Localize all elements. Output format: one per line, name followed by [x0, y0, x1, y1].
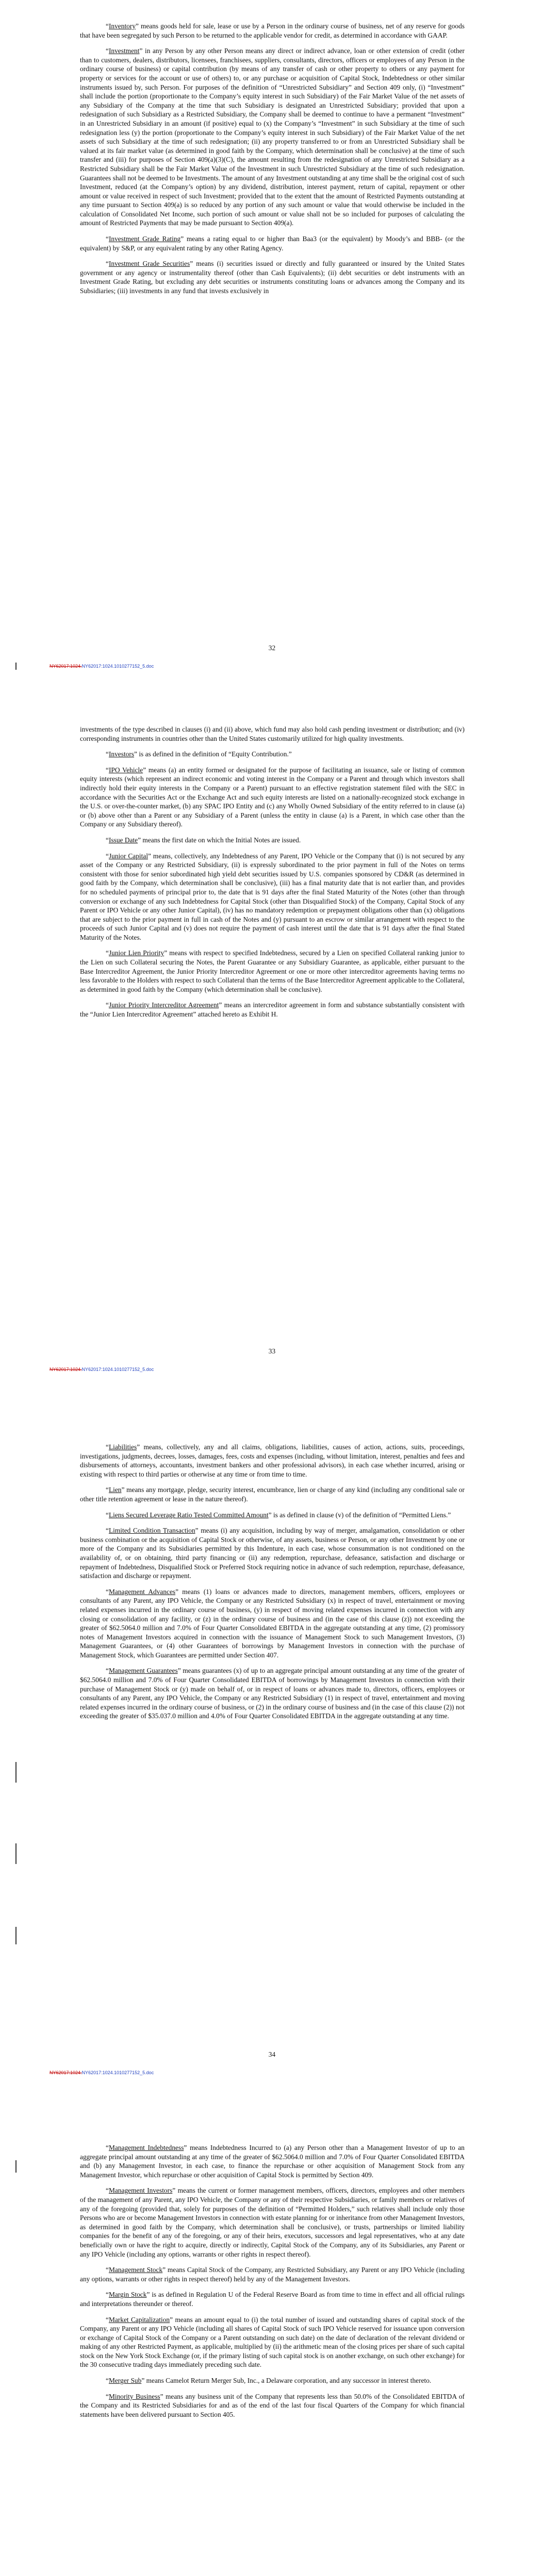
definition-ipo-vehicle: “IPO Vehicle” means (a) an entity formed or designated for the purpose of facilitating an issuance, sale or listing of common equity interests (which represent an indirect economic and voting interest in the Company or a Parent and through which investors shall indirectly hold their equity interests in the Company or a Parent) pursuant to an effective registration statement filed with the SEC in accordance with the Securities Act or the Exchange Act and such equity interests are listed on a nationally-recognized stock exchange in the U.S. or over-the-counter market, (b) any SPAC IPO Entity and (c) any Wholly Owned Subsidiary of the entity referred to in clause (a) or (b) above other than a Parent or any Subsidiary of a Parent (unless the entity in clause (a) is a Parent, in which case other than the Company or any Subsidiary thereof).: [80, 766, 465, 828]
definition-junior-lien-priority: “Junior Lien Priority” means with respect to specified Indebtedness, secured by a Lien on specified Collateral ranking junior to the Lien on such Collateral securing the Notes, the Parent Guarantee or any Subsidiary Guarantee, as applicable, either pursuant to the Base Intercreditor Agreement, the Junior Priority Intercreditor Agreement or one or more other intercreditor agreements having terms no less favorable to the Holders with respect to such Collateral than the terms of the Base Intercreditor Agreement applicable to the Collateral, as determined in good faith by the Company (which determination shall be conclusive).: [80, 949, 465, 993]
defined-term: Liabilities: [108, 1443, 137, 1451]
change-bar: [15, 1843, 17, 1864]
document-id-footer: NY62017:1024.NY62017:1024.1010277152_5.doc: [50, 2070, 154, 2075]
defined-term: Investors: [108, 750, 135, 758]
page-body: [80, 725, 465, 1026]
change-bar: [15, 2160, 17, 2173]
continuation-paragraph: investments of the type described in clauses (i) and (ii) above, which fund may also hold cash pending investment or distribution; and (iv) corresponding instruments in countries other than the United States customarily utilized for high quality investments.: [80, 725, 465, 742]
defined-term: Junior Lien Priority: [108, 949, 164, 957]
definition-merger-sub: “Merger Sub” means Camelot Return Merger Sub, Inc., a Delaware corporation, and any successor in interest thereto.: [106, 2377, 432, 2385]
definition-investors: “Investors” is as defined in the definition of “Equity Contribution.”: [106, 750, 292, 758]
defined-term: Limited Condition Transaction: [108, 1527, 195, 1535]
page-number: 34: [268, 2050, 276, 2058]
definition-investment-grade-rating: “Investment Grade Rating” means a rating equal to or higher than Baa3 (or the equivalent) by Moody’s and BBB- (or the equivalent) by S&P, or any equivalent rating by any other Rating Agency.: [80, 235, 465, 252]
definition-liabilities: “Liabilities” means, collectively, any and all claims, obligations, liabilities, causes of action, actions, suits, proceedings, investigations, judgments, decrees, losses, damages, fees, costs and expenses (including, without limitation, interest, penalties and fees and disbursements of attorneys, accountants, investment bankers and other professional advisors), in each case whether incurred, arising or existing with respect to third parties or otherwise at any time or from time to time.: [80, 1443, 465, 1478]
definition-junior-capital: “Junior Capital” means, collectively, any Indebtedness of any Parent, IPO Vehicle or the Company that (i) is not secured by any asset of the Company or any Restricted Subsidiary, (ii) is expressly subordinated to the prior payment in full of the Notes on terms consistent with those for senior subordinated high yield debt securities issued by U.S. companies sponsored by CD&R (as determined in good faith by the Company, which determination shall be conclusive), (iii) has a final maturity date that is not earlier than, and provides for no scheduled payments of principal prior to, the date that is 91 days after the final Stated Maturity of the Notes (other than through conversion or exchange of any such Indebtedness for Capital Stock (other than Disqualified Stock) of the Company, Capital Stock of any Parent or IPO Vehicle or any other Junior Capital), (iv) has no mandatory redemption or prepayment obligations other than (x) obligations that are subject to the prior payment in full in cash of the Notes and (y) pursuant to an escrow or similar arrangement with respect to the proceeds of such Junior Capital and (v) does not require the payment of cash interest until the date that is 91 days after the final Stated Maturity of the Notes.: [80, 852, 465, 941]
change-bar: [15, 663, 17, 670]
defined-term: Market Capitalization: [108, 2315, 170, 2324]
definition-liens-secured-leverage-ratio: “Liens Secured Leverage Ratio Tested Committed Amount” is as defined in clause (v) of the definition of “Permitted Liens.”: [106, 1511, 451, 1519]
defined-term: Minority Business: [108, 2392, 160, 2400]
definition-limited-condition-transaction: “Limited Condition Transaction” means (i) any acquisition, including by way of merger, amalgamation, consolidation or other business combination or the acquisition of Capital Stock or otherwise, of any assets, business or Person, or any other Investment by one or more of the Company and its Subsidiaries permitted by this Indenture, in each case, whose consummation is not conditioned on the availability of, or on obtaining, third party financing or (ii) any redemption, repurchase, defeasance, satisfaction and discharge or repayment of Indebtedness, Disqualified Stock or Preferred Stock requiring notice in advance of such redemption, repurchase, defeasance, satisfaction and discharge or repayment.: [80, 1527, 465, 1580]
change-bar: [15, 1762, 17, 1783]
defined-term: Lien: [108, 1486, 122, 1494]
defined-term: Junior Capital: [108, 852, 149, 860]
page-34: [0, 1406, 544, 2110]
defined-term: IPO Vehicle: [108, 766, 143, 774]
definition-management-guarantees: “Management Guarantees” means guarantees (x) of up to an aggregate principal amount outstanding at any time of the greater of $62.5064.0 million and 7.0% of Four Quarter Consolidated EBITDA of borrowings by Management Investors in connection with their purchase of Management Stock or (y) made on behalf of, or in respect of loans or advances made to, directors, officers, employees or consultants of any Parent, any IPO Vehicle, the Company or any Restricted Subsidiary (1) in respect of travel, entertainment and moving related expenses incurred in the ordinary course of business, or (2) in the ordinary course of business and (in the case of this clause (2)) not exceeding the greater of $35.037.0 million and 4.0% of Four Quarter Consolidated EBITDA in the aggregate outstanding at any time.: [80, 1667, 465, 1720]
change-bar: [15, 1927, 17, 1944]
definition-lien: “Lien” means any mortgage, pledge, security interest, encumbrance, lien or charge of any kind (including any conditional sale or other title retention agreement or lease in the nature thereof).: [80, 1486, 465, 1503]
defined-term: Inventory: [108, 22, 136, 30]
defined-term: Management Investors: [108, 2187, 173, 2195]
defined-term: Investment: [108, 47, 140, 55]
defined-term: Management Indebtedness: [108, 2144, 184, 2151]
definition-junior-priority-intercreditor-agreement: “Junior Priority Intercreditor Agreement” means an intercreditor agreement in form and substance substantially consistent with the “Junior Lien Intercreditor Agreement” attached hereto as Exhibit H.: [80, 1001, 465, 1019]
definition-management-indebtedness: “Management Indebtedness” means Indebtedness Incurred to (a) any Person other than a Management Investor of up to an aggregate principal amount outstanding at any time of the greater of $62.5064.0 million and 7.0% of Four Quarter Consolidated EBITDA and (b) any Management Investor, in each case, to finance the repurchase or other acquisition of Management Stock from any Management Investor, which repurchase or other acquisition of Capital Stock is permitted by Section 409.: [80, 2144, 465, 2179]
definition-issue-date: “Issue Date” means the first date on which the Initial Notes are issued.: [106, 836, 301, 844]
page-number: 33: [268, 1347, 276, 1355]
definition-management-stock: “Management Stock” means Capital Stock of the Company, any Restricted Subsidiary, any Parent or any IPO Vehicle (including any options, warrants or other rights in respect thereof) held by any of the Management Investors.: [80, 2266, 465, 2283]
defined-term: Investment Grade Securities: [108, 260, 190, 268]
definition-investment-grade-securities: “Investment Grade Securities” means (i) securities issued or directly and fully guaranteed or insured by the United States government or any agency or instrumentality thereof (other than Cash Equivalents); (ii) debt securities or debt instruments with an Investment Grade Rating, but excluding any debt securities or instruments constituting loans or advances among the Company and its Subsidiaries; (iii) investments in any fund that invests exclusively in: [80, 260, 465, 295]
page-body: [80, 2143, 465, 2426]
defined-term: Management Stock: [108, 2266, 163, 2274]
definition-investment: “Investment” in any Person by any other Person means any direct or indirect advance, loan or other extension of credit (other than to customers, dealers, distributors, licensees, franchisees, suppliers, consultants, directors, officers or employees of any Person in the ordinary course of business) or capital contribution (by means of any transfer of cash or other property to others or any payment for property or services for the account or use of others) to, or any purchase or acquisition of Capital Stock, Indebtedness or other similar instruments issued by, such Person. For purposes of the definition of “Unrestricted Subsidiary” and Section 409 only, (i) “Investment” shall include the portion (proportionate to the Company’s equity interest in such Subsidiary) of the Fair Market Value of the net assets of any Subsidiary of the Company at the time that such Subsidiary is designated an Unrestricted Subsidiary; provided that upon a redesignation of such Subsidiary as a Restricted Subsidiary, the Company shall be deemed to continue to have a permanent “Investment” in an Unrestricted Subsidiary in an amount (if positive) equal to (x) the Company’s “Investment” in such Subsidiary at the time of such redesignation less (y) the portion (proportionate to the Company’s equity interest in such Subsidiary) of the Fair Market Value of the net assets of such Subsidiary at the time of such redesignation; (ii) any property transferred to or from an Unrestricted Subsidiary shall be valued at its fair market value (as determined in good faith by the Company, which determination shall be conclusive) at the time of such transfer and (iii) for purposes of Section 409(a)(3)(C), the amount resulting from the redesignation of any Unrestricted Subsidiary as a Restricted Subsidiary shall be the Fair Market Value of the Investment in such Unrestricted Subsidiary at the time of such redesignation. Guarantees shall not be deemed to be Investments. The amount of any Investment outstanding at any time shall be the original cost of such Investment, reduced (at the Company’s option) by any dividend, distribution, interest payment, return of capital, repayment or other amount or value received in respect of such Investment; provided that to the extent that the amount of Restricted Payments outstanding at any time pursuant to Section 409(a) is so reduced by any portion of any such amount or value that would otherwise be included in the calculation of Consolidated Net Income, such portion of such amount or value shall not be so included for purposes of calculating the amount of Restricted Payments that may be made pursuant to Section 409(a).: [80, 47, 465, 227]
defined-term: Management Guarantees: [108, 1667, 178, 1675]
page-number: 32: [268, 644, 276, 652]
page-32: [0, 0, 544, 703]
defined-term: Merger Sub: [108, 2377, 142, 2385]
document-id-footer: NY62017:1024.NY62017:1024.1010277152_5.doc: [50, 1367, 154, 1372]
document-id-footer: NY62017:1024.NY62017:1024.1010277152_5.doc: [50, 664, 154, 669]
defined-term: Margin Stock: [108, 2291, 147, 2299]
page-body: [80, 22, 465, 302]
page-body: [80, 1443, 465, 1727]
definition-minority-business: “Minority Business” means any business unit of the Company that represents less than 50.0% of the Consolidated EBITDA of the Company and its Restricted Subsidiaries for and as of the end of the last four fiscal Quarters of the Company for which financial statements have been delivered pursuant to Section 405.: [80, 2392, 465, 2418]
page-35: [0, 2110, 544, 2576]
defined-term: Junior Priority Intercreditor Agreement: [108, 1001, 219, 1009]
page-33: [0, 703, 544, 1406]
definition-inventory: “Inventory” means goods held for sale, lease or use by a Person in the ordinary course of business, net of any reserve for goods that have been segregated by such Person to be returned to the applicable vendor for credit, as determined in accordance with GAAP.: [80, 22, 465, 39]
defined-term: Management Advances: [108, 1587, 176, 1596]
definition-management-advances: “Management Advances” means (1) loans or advances made to directors, management members, officers, employees or consultants of any Parent, any IPO Vehicle, the Company or any Restricted Subsidiary (x) in respect of travel, entertainment or moving related expenses incurred in the ordinary course of business, (y) in respect of moving related expenses incurred in connection with any closing or consolidation of any facility, or (z) in the ordinary course of business and (in the case of this clause (z)) not exceeding the greater of $62.5064.0 million and 7.0% of Four Quarter Consolidated EBITDA in the aggregate outstanding at any time, (2) promissory notes of Management Investors acquired in connection with the issuance of Management Stock to such Management Investors, (3) Management Guarantees, or (4) other Guarantees of borrowings by Management Investors in connection with the purchase of Management Stock, which Guarantees are permitted under Section 407.: [80, 1587, 465, 1659]
definition-market-capitalization: “Market Capitalization” means an amount equal to (i) the total number of issued and outstanding shares of capital stock of the Company, any Parent or any IPO Vehicle (including all shares of Capital Stock of such IPO Vehicle reserved for issuance upon conversion or exchange of Capital Stock of the Company or a Parent outstanding on such date) on the date of declaration of the relevant dividend or making of any other Restricted Payment, as applicable, multiplied by (ii) the arithmetic mean of the closing prices per share of such capital stock on the New York Stock Exchange (or, if the primary listing of such capital stock is on another exchange, on such other exchange) for the 30 consecutive trading days immediately preceding such date.: [80, 2315, 465, 2369]
defined-term: Issue Date: [108, 836, 138, 844]
definition-management-investors: “Management Investors” means the current or former management members, officers, directors, employees and other members of the management of any Parent, any IPO Vehicle, the Company or any of their respective Subsidiaries, or family members or relatives of any of the foregoing (provided that, solely for purposes of the definition of “Permitted Holders,” such relatives shall include only those Persons who are or become Management Investors in connection with estate planning for or inheritance from other Management Investors, as determined in good faith by the Company, which determination shall be conclusive), or trusts, partnerships or limited liability companies for the benefit of any of the foregoing, or any of their heirs, executors, successors and legal representatives, who at any date beneficially own or have the right to acquire, directly or indirectly, Capital Stock of the Company, any of its Subsidiaries, any Parent or any IPO Vehicle (including any options, warrants or other rights in respect thereof).: [80, 2187, 465, 2258]
defined-term: Investment Grade Rating: [108, 235, 181, 243]
definition-margin-stock: “Margin Stock” is as defined in Regulation U of the Federal Reserve Board as from time to time in effect and all official rulings and interpretations thereunder or thereof.: [80, 2291, 465, 2308]
defined-term: Liens Secured Leverage Ratio Tested Committed Amount: [108, 1511, 269, 1519]
